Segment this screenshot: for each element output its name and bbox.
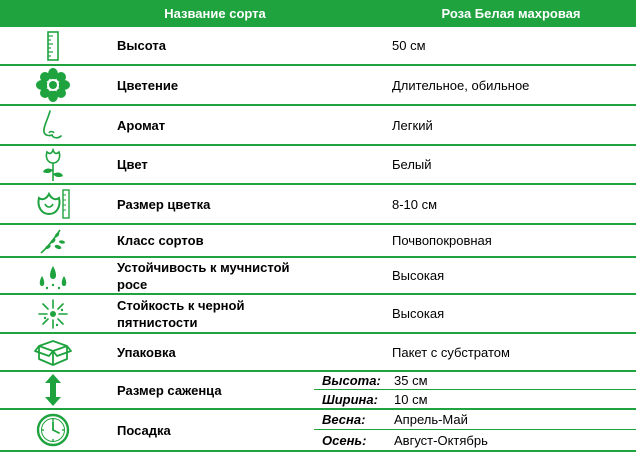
planting-spring-row: [314, 410, 636, 430]
planting-spring-key: Весна:: [322, 412, 366, 427]
rose-ruler-icon: [28, 185, 78, 223]
row-label: Класс сортов: [117, 233, 204, 248]
table-row: [0, 334, 636, 372]
planting-autumn-value: Август-Октябрь: [394, 433, 488, 448]
planting-label: Посадка: [117, 422, 171, 438]
table-row: [0, 225, 636, 258]
arrows-icon: [28, 372, 78, 408]
box-icon: [28, 334, 78, 370]
spots-icon: [28, 295, 78, 332]
seedling-width-value: 10 см: [394, 392, 428, 407]
planting-spring-value: Апрель-Май: [394, 412, 468, 427]
clock-icon: [28, 410, 78, 450]
row-label: Упаковка: [117, 344, 176, 360]
table-row-seedling: [0, 372, 636, 410]
row-label: Стойкость к черной пятнистости: [117, 297, 245, 330]
sprig-icon: [28, 225, 78, 256]
seedling-width-key: Ширина:: [322, 392, 378, 407]
ruler-icon: [28, 27, 78, 64]
flower-icon: [28, 66, 78, 104]
table-row: [0, 258, 636, 295]
row-label: Цветение: [117, 77, 179, 93]
seedling-width-row: [314, 390, 636, 408]
row-value: Высокая: [392, 306, 445, 321]
row-value: 50 см: [392, 38, 426, 53]
table-row: [0, 185, 636, 225]
row-label: Высота: [117, 38, 166, 53]
row-value: 8-10 см: [392, 196, 438, 212]
table-row-planting: [0, 410, 636, 452]
row-value: Пакет с субстратом: [392, 344, 510, 360]
header-variety-name: Название сорта: [164, 6, 266, 21]
header-variety-value: Роза Белая махровая: [441, 6, 581, 21]
drops-icon: [28, 258, 78, 293]
table-row: [0, 106, 636, 146]
row-label: Аромат: [117, 117, 166, 133]
nose-icon: [28, 106, 78, 144]
row-label: Цвет: [117, 157, 148, 172]
table-row: [0, 27, 636, 66]
row-value: Белый: [392, 157, 432, 172]
seedling-label: Размер саженца: [117, 382, 222, 398]
row-value: Высокая: [392, 268, 445, 283]
row-label: Устойчивость к мучнистой росе: [117, 259, 290, 292]
row-value: Почвопокровная: [392, 233, 492, 248]
table-row: [0, 146, 636, 185]
seedling-height-key: Высота:: [322, 373, 381, 388]
rose-icon: [28, 146, 78, 183]
table-row: [0, 66, 636, 106]
planting-autumn-key: Осень:: [322, 433, 367, 448]
table-row: [0, 295, 636, 334]
row-value: Длительное, обильное: [392, 77, 530, 93]
seedling-height-row: [314, 372, 636, 390]
planting-autumn-row: [314, 430, 636, 450]
row-label: Размер цветка: [117, 196, 211, 212]
seedling-height-value: 35 см: [394, 373, 428, 388]
row-value: Легкий: [392, 117, 433, 133]
table-header: [0, 0, 636, 27]
